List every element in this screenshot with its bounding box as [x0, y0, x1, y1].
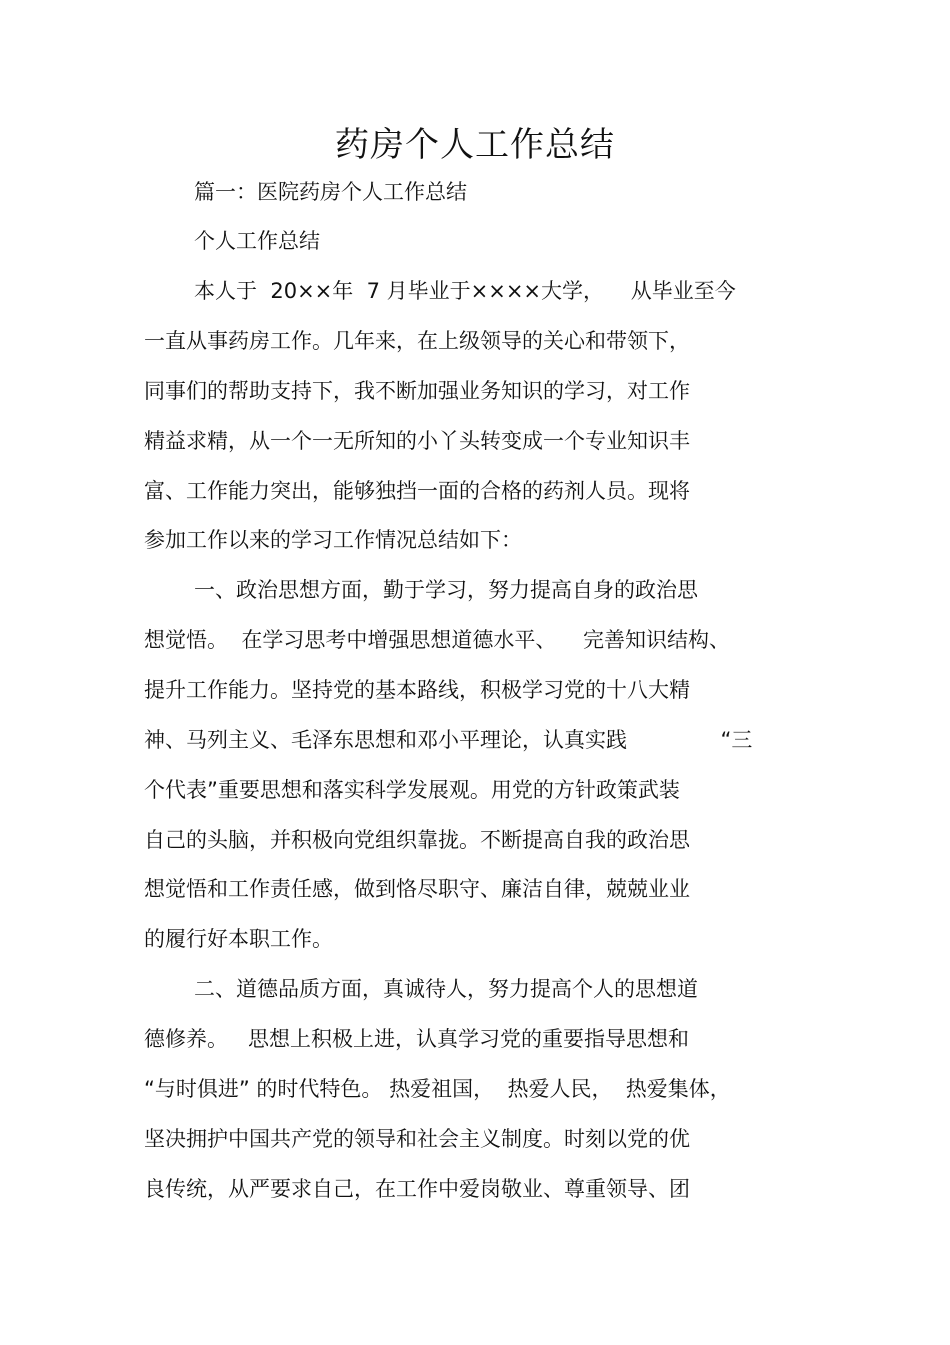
paragraph-line: 同事们的帮助支持下，我不断加强业务知识的学习，对工作 [144, 379, 690, 403]
paragraph-line: 提升工作能力。坚持党的基本路线，积极学习党的十八大精 [144, 678, 690, 702]
paragraph-line: 参加工作以来的学习工作情况总结如下： [144, 528, 522, 552]
paragraph-line: 想觉悟。 在学习思考中增强思想道德水平、 完善知识结构、 [144, 628, 731, 652]
paragraph-line: 富、工作能力突出，能够独挡一面的合格的药剂人员。现将 [144, 479, 690, 503]
paragraph-line: 良传统，从严要求自己，在工作中爱岗敬业、尊重领导、团 [144, 1177, 690, 1201]
section-heading: 篇一：医院药房个人工作总结 [194, 180, 467, 204]
paragraph-line: 二、道德品质方面，真诚待人，努力提高个人的思想道 [194, 977, 698, 1001]
document-title: 药房个人工作总结 [335, 125, 615, 165]
paragraph-line: 一、政治思想方面，勤于学习，努力提高自身的政治思 [194, 578, 698, 602]
paragraph-line: “与时俱进” 的时代特色。 热爱祖国， 热爱人民， 热爱集体， [144, 1077, 731, 1101]
paragraph-line: 德修养。 思想上积极上进，认真学习党的重要指导思想和 [144, 1027, 690, 1051]
paragraph-line: 自己的头脑，并积极向党组织靠拢。不断提高自我的政治思 [144, 828, 690, 852]
paragraph-line: 本人于 20××年 7 月毕业于××××大学， 从毕业至今 [194, 279, 736, 303]
paragraph-line: 的履行好本职工作。 [144, 927, 333, 951]
paragraph-line: 一直从事药房工作。几年来，在上级领导的关心和带领下， [144, 329, 690, 353]
paragraph-line: 坚决拥护中国共产党的领导和社会主义制度。时刻以党的优 [144, 1127, 690, 1151]
paragraph-line: 精益求精，从一个一无所知的小丫头转变成一个专业知识丰 [144, 429, 690, 453]
paragraph-line: 想觉悟和工作责任感，做到恪尽职守、廉洁自律，兢兢业业 [144, 877, 690, 901]
paragraph-line: 神、马列主义、毛泽东思想和邓小平理论，认真实践 “三 [144, 728, 753, 752]
paragraph-line: 个代表”重要思想和落实科学发展观。用党的方针政策武装 [144, 778, 680, 802]
subheading: 个人工作总结 [194, 229, 320, 253]
